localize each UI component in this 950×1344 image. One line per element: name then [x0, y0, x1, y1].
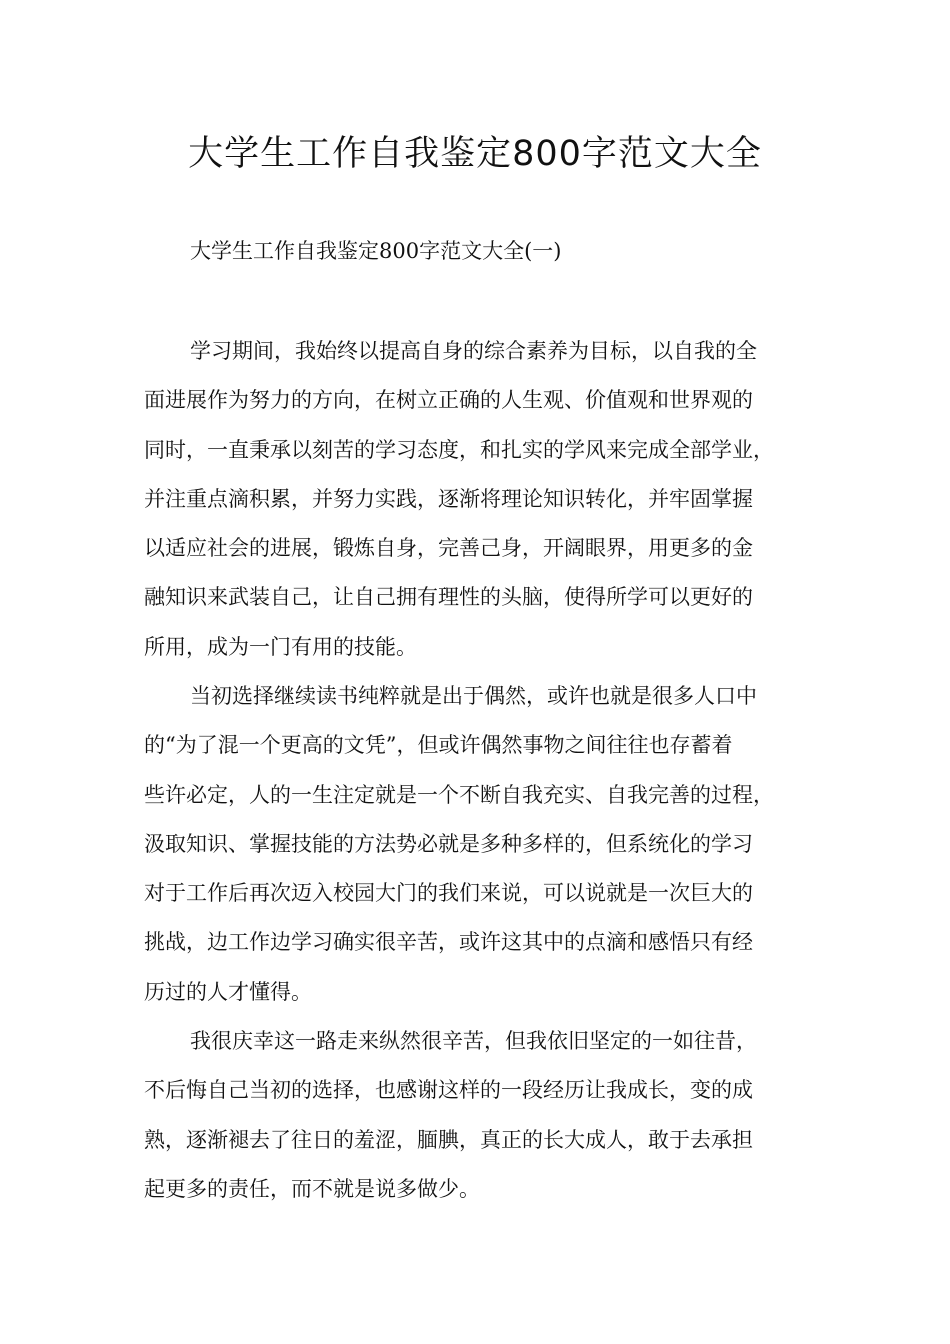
paragraph-line: 挑战，边工作边学习确实很辛苦，或许这其中的点滴和感悟只有经	[144, 930, 753, 955]
paragraph-line: 熟，逐渐褪去了往日的羞涩，腼腆，真正的长大成人，敢于去承担	[144, 1127, 753, 1152]
paragraph-1	[144, 334, 824, 679]
section-heading: 大学生工作自我鉴定800字范文大全(一)	[190, 239, 562, 263]
paragraph-line: 汲取知识、掌握技能的方法势必就是多种多样的，但系统化的学习	[144, 831, 753, 856]
paragraph-line: 以适应社会的进展，锻炼自身，完善己身，开阔眼界，用更多的金	[144, 536, 753, 561]
paragraph-line: 同时，一直秉承以刻苦的学习态度，和扎实的学风来完成全部学业，	[144, 437, 774, 462]
paragraph-line: 历过的人才懂得。	[144, 979, 312, 1004]
paragraph-line: 些许必定，人的一生注定就是一个不断自我充实、自我完善的过程，	[144, 782, 774, 807]
paragraph-line: 融知识来武装自己，让自己拥有理性的头脑，使得所学可以更好的	[144, 585, 753, 610]
paragraph-line: 对于工作后再次迈入校园大门的我们来说，可以说就是一次巨大的	[144, 881, 753, 906]
paragraph-line: 并注重点滴积累，并努力实践，逐渐将理论知识转化，并牢固掌握	[144, 486, 753, 511]
paragraph-line: 当初选择继续读书纯粹就是出于偶然，或许也就是很多人口中	[190, 684, 757, 708]
paragraph-line: 起更多的责任，而不就是说多做少。	[144, 1176, 480, 1201]
paragraph-line: 我很庆幸这一路走来纵然很辛苦，但我依旧坚定的一如往昔，	[190, 1029, 757, 1053]
paragraph-line: 面进展作为努力的方向，在树立正确的人生观、价值观和世界观的	[144, 388, 753, 413]
paragraph-3	[144, 1024, 824, 1221]
paragraph-line: 所用，成为一门有用的技能。	[144, 634, 417, 659]
paragraph-line: 不后悔自己当初的选择，也感谢这样的一段经历让我成长，变的成	[144, 1078, 753, 1103]
paragraph-line: 的“为了混一个更高的文凭”，但或许偶然事物之间往往也存蓄着	[144, 733, 733, 758]
document-title: 大学生工作自我鉴定800字范文大全	[188, 134, 762, 174]
paragraph-2	[144, 679, 824, 1024]
paragraph-line: 学习期间，我始终以提高自身的综合素养为目标，以自我的全	[190, 339, 757, 363]
